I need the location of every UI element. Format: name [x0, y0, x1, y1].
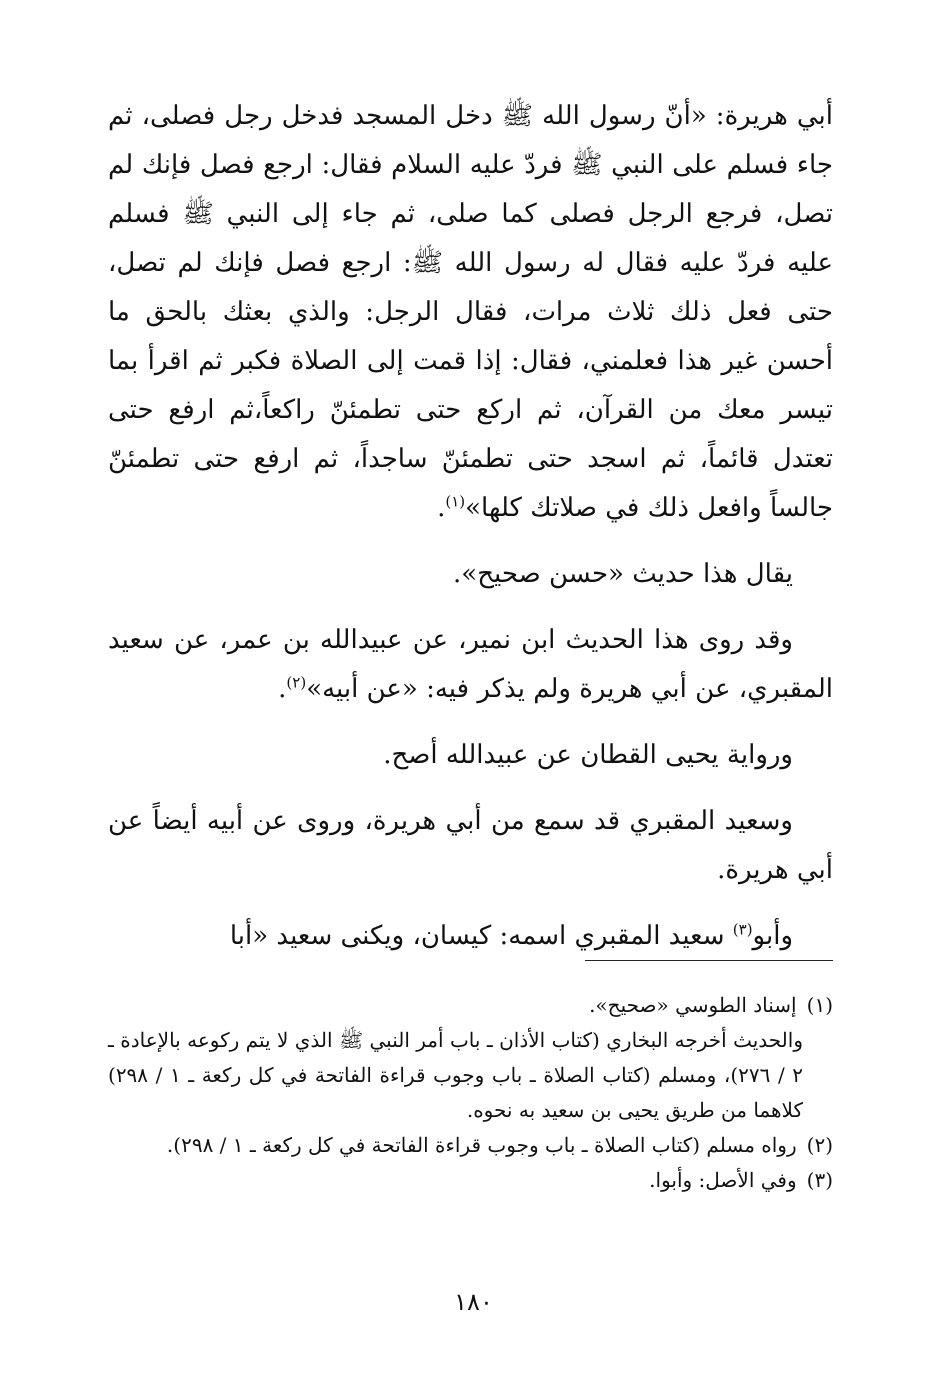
hadith-end: .	[437, 493, 446, 523]
narration-text: وقد روى هذا الحديث ابن نمير، عن عبيدالله بن عمر، عن سعيد المقبري، عن أبي هريرة ولم يذكر فيه: «عن أبيه»	[108, 625, 833, 704]
grading-paragraph: يقال هذا حديث «حسن صحيح».	[453, 559, 793, 589]
footnote-3-text: وفي الأصل: وأبوا.	[649, 1168, 797, 1192]
footnotes	[108, 988, 833, 1198]
footnote-1-continuation: والحديث أخرجه البخاري (كتاب الأذان ـ باب أمر النبي ﷺ الذي لا يتم ركوعه بالإعادة ـ ٢ / ٢٧٦)، ومسلم (كتاب الصلاة ـ باب وجوب قراءة الفاتحة في كل ركعة ـ ١ / ٢٩٨) كلاهما من طريق يحيى بن سعيد به نحوه.	[108, 1028, 804, 1122]
narration-paragraph	[108, 616, 833, 714]
footnote-1-text: إسناد الطوسي «صحيح».	[589, 993, 797, 1017]
footnote-3-number: (٣)	[806, 1168, 833, 1192]
hadith-text: أبي هريرة: «أنّ رسول الله ﷺ دخل المسجد فدخل رجل فصلى، ثم جاء فسلم على النبي ﷺ فردّ عليه السلام فقال: ارجع فصل فإنك لم تصل، فرجع الرجل فصلى كما صلى، ثم جاء إلى النبي ﷺ فسلم عليه فردّ عليه فقال له رسول الله ﷺ: ارجع فصل فإنك لم تصل، حتى فعل ذلك ثلاث مرات، فقال الرجل: والذي بعثك بالحق ما أحسن غير هذا فعلمني، فقال: إذا قمت إلى الصلاة فكبر ثم اقرأ بما تيسر معك من القرآن، ثم اركع حتى تطمئنّ راكعاً،ثم ارفع حتى تعتدل قائماً، ثم اسجد حتى تطمئنّ ساجداً، ثم ارفع حتى تطمئنّ جالساً وافعل ذلك في صلاتك كلها»	[108, 101, 833, 523]
footnote-1-number: (١)	[806, 993, 833, 1017]
footnote-1	[108, 988, 833, 1023]
narrator-paragraph: وسعيد المقبري قد سمع من أبي هريرة، وروى عن أبيه أيضاً عن أبي هريرة.	[108, 806, 833, 885]
footnote-2-text: رواه مسلم (كتاب الصلاة ـ باب وجوب قراءة الفاتحة في كل ركعة ـ ١ / ٢٩٨).	[166, 1133, 797, 1157]
footnote-ref-3: (٣)	[732, 920, 753, 939]
narrator-name-rest: سعيد المقبري اسمه: كيسان، ويكنى سعيد «أبا	[229, 921, 733, 951]
footnote-3	[108, 1163, 833, 1198]
page-number: ١٨٠	[454, 1288, 493, 1316]
footnote-ref-1: (١)	[445, 492, 466, 511]
narrator-name-start: وأبو	[752, 921, 793, 951]
main-text	[108, 92, 833, 961]
footnote-2-number: (٢)	[806, 1133, 833, 1157]
comparison-paragraph: ورواية يحيى القطان عن عبيدالله أصح.	[383, 740, 793, 770]
footnote-ref-2: (٢)	[286, 673, 307, 692]
narration-end: .	[278, 674, 287, 704]
footnote-separator	[585, 960, 833, 961]
hadith-paragraph	[108, 92, 833, 533]
narrator-name-paragraph	[108, 912, 833, 961]
footnote-2	[108, 1128, 833, 1163]
